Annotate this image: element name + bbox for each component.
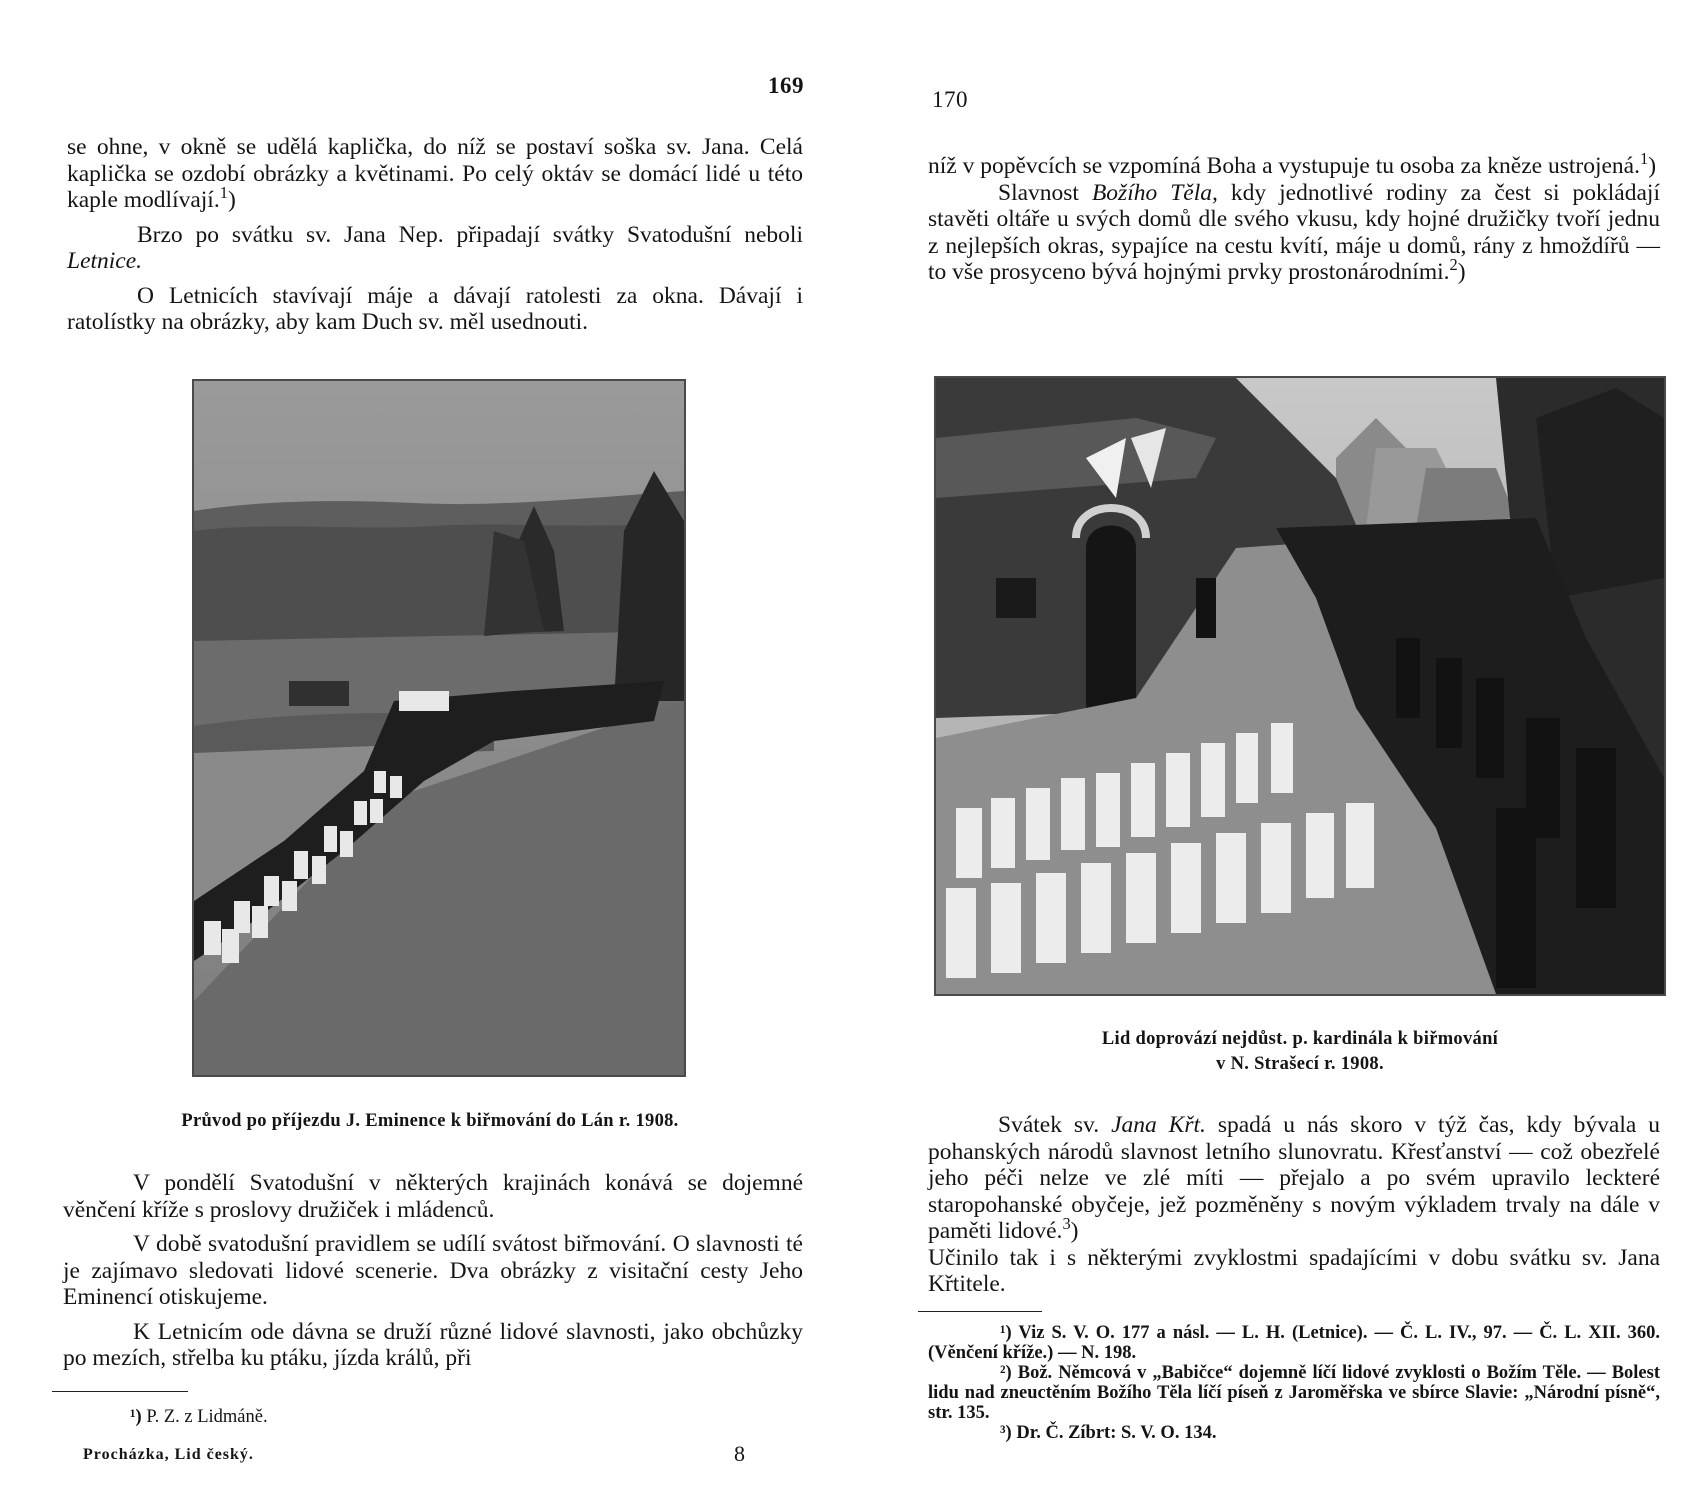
caption-line: Lid doprovází nejdůst. p. kardinála k biřmování xyxy=(1101,1029,1499,1049)
right-page xyxy=(880,0,1704,1500)
left-bottom-text xyxy=(63,1170,803,1372)
paragraph: Brzo po svátku sv. Jana Nep. připadají svátky Svatodušní neboli Letnice. xyxy=(67,221,803,274)
procession-photo-image xyxy=(194,381,684,1075)
paragraph: Slavnost Božího Těla, kdy jednotlivé rodiny za čest si pokládají stavěti oltáře u svých domů dle svého vkusu, kdy hojné družičky tvoří jednu z nejlepších okras, sypajíce na cestu kvítí, máje u domů, rány z hmoždířů — to vše prosyceno bývá hojnými prvky prostonárodními.$^2$) xyxy=(928,179,1660,285)
page-number: 170 xyxy=(932,87,968,112)
left-top-text xyxy=(67,134,803,336)
signature-mark: 8 xyxy=(734,1441,745,1466)
footnote xyxy=(130,1407,430,1427)
paragraph: O Letnicích stavívají máje a dávají ratolesti za okna. Dávají i ratolístky na obrázky, aby kam Duch sv. měl usednouti. xyxy=(67,282,803,335)
caption-line: v N. Strašecí r. 1908. xyxy=(1216,1054,1384,1074)
footer-author: Procházka, Lid český. xyxy=(83,1446,254,1463)
footnote: ¹) Viz S. V. O. 177 a násl. — L. H. (Letnice). — Č. L. IV., 97. — Č. L. XII. 360. (Věnčení kříže.) — N. 198. xyxy=(928,1323,1660,1363)
footnote-ref: 3 xyxy=(1062,1214,1071,1234)
footnote-ref: 1 xyxy=(1639,149,1649,169)
footnote: ³) Dr. Č. Zíbrt: S. V. O. 134. xyxy=(1000,1423,1217,1443)
corpus-christi-photo xyxy=(934,376,1666,996)
paragraph: se ohne, v okně se udělá kaplička, do níž se postaví soška sv. Jana. Celá kaplička se ozdobí obrázky a květinami. Po celý oktáv se domácí lidé u této kaple modlívají.$^1$) xyxy=(67,134,803,213)
footnote-text: P. Z. z Lidmáně. xyxy=(146,1407,268,1427)
paragraph: K Letnicím ode dávna se druží různé lidové slavnosti, jako obchůzky po mezích, střelba ku ptáku, jízda králů, při xyxy=(63,1318,803,1371)
paragraph: níž v popěvcích se vzpomíná Boha a vystupuje tu osoba za kněze ustrojená.$^1$) xyxy=(928,149,1657,179)
page-number: 169 xyxy=(768,73,804,98)
footnotes xyxy=(928,1323,1660,1443)
paragraph: Učinilo tak i s některými zvyklostmi spadajícími v dobu svátku sv. Jana Křtitele. xyxy=(928,1244,1660,1297)
right-top-text xyxy=(928,149,1660,286)
footnote-ref: 1 xyxy=(219,183,228,203)
footnote-rule xyxy=(52,1391,188,1392)
corpus-christi-photo-image xyxy=(936,378,1664,994)
procession-photo-caption: Průvod po příjezdu J. Eminence k biřmování do Lán r. 1908. xyxy=(181,1111,679,1131)
procession-photo xyxy=(192,379,686,1077)
paragraph: V době svatodušní pravidlem se udílí svátost biřmování. O slavnosti té je zajímavo sledovati lidové scenerie. Dva obrázky z visitační cesty Jeho Eminencí otiskujeme. xyxy=(63,1231,803,1310)
paragraph: V pondělí Svatodušní v některých krajinách konává se dojemné věnčení kříže s proslovy družiček i mládenců. xyxy=(63,1170,803,1223)
footnote-ref: 2 xyxy=(1449,255,1458,275)
right-bottom-text xyxy=(928,1112,1660,1298)
footnote-mark: ¹) xyxy=(130,1407,142,1427)
paragraph: Svátek sv. Jana Křt. spadá u nás skoro v týž čas, kdy bývala u pohanských národů slavnost letního slunovratu. Křesťanství — což obezřelé jeho péči nelze ve zlé míti — přejalo a po svém upravilo leckteré staropohanské obyčeje, jež pozměněny s novým výkladem trvaly na dále v paměti lidové.$^3$) xyxy=(928,1112,1660,1244)
corpus-christi-photo-caption xyxy=(940,1027,1660,1077)
footnote-rule xyxy=(918,1311,1042,1312)
footnote: ²) Bož. Němcová v „Babičce“ dojemně líčí lidové zvyklosti o Božím Těle. — Bolest lidu nad zneuctěním Božího Těla líčí píseň z Jaroměřska ve sbírce Slavie: „Národní písně“, str. 135. xyxy=(928,1363,1660,1423)
